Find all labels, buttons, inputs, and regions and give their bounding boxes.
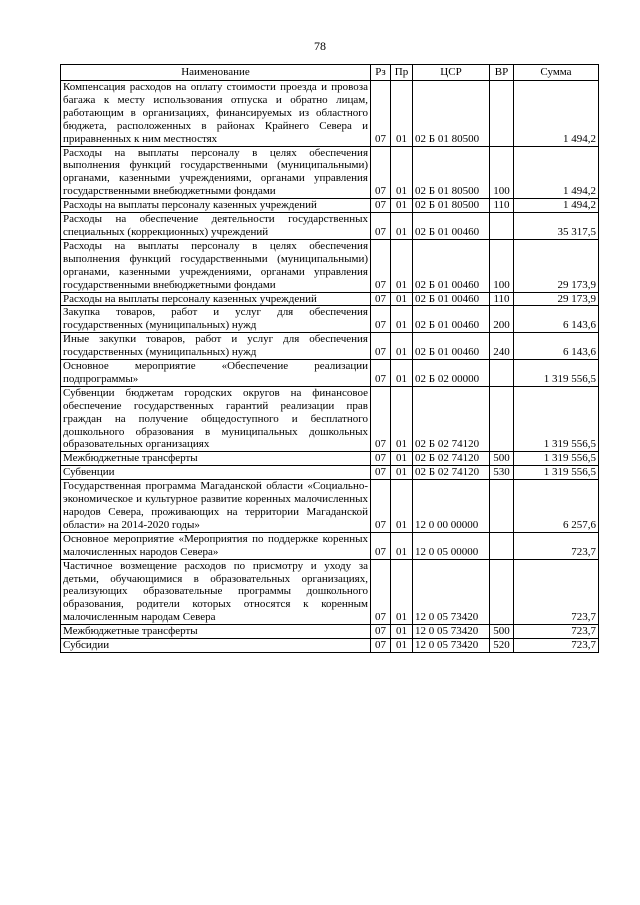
row-sum: 1 319 556,5 bbox=[514, 360, 599, 387]
row-csr: 02 Б 02 00000 bbox=[413, 360, 490, 387]
row-vr: 100 bbox=[490, 146, 514, 199]
row-vr: 500 bbox=[490, 452, 514, 466]
row-name: Компенсация расходов на оплату стоимости проезда и провоза багажа к месту использования отпуска и обратно лицам, работающим в организациях, финансируемых из областного бюджета, расположенных в районах Крайнего Севера и приравненных к ним местностях bbox=[61, 81, 371, 147]
row-vr: 240 bbox=[490, 333, 514, 360]
row-rz: 07 bbox=[371, 306, 391, 333]
row-sum: 6 143,6 bbox=[514, 333, 599, 360]
row-sum: 1 319 556,5 bbox=[514, 466, 599, 480]
row-csr: 02 Б 01 00460 bbox=[413, 239, 490, 292]
row-rz: 07 bbox=[371, 625, 391, 639]
row-sum: 1 319 556,5 bbox=[514, 452, 599, 466]
table-row bbox=[61, 452, 599, 466]
row-name: Субвенции bbox=[61, 466, 371, 480]
table-row bbox=[61, 559, 599, 625]
row-pr: 01 bbox=[391, 625, 413, 639]
row-name: Государственная программа Магаданской области «Социально-экономическое и культурное развитие коренных малочисленных народов Севера, проживающих на территории Магаданской области» на 2014-2020 годы» bbox=[61, 480, 371, 533]
row-pr: 01 bbox=[391, 292, 413, 306]
header-sum: Сумма bbox=[514, 65, 599, 81]
row-rz: 07 bbox=[371, 81, 391, 147]
table-row bbox=[61, 81, 599, 147]
row-name: Субсидии bbox=[61, 639, 371, 653]
row-pr: 01 bbox=[391, 306, 413, 333]
row-rz: 07 bbox=[371, 333, 391, 360]
row-csr: 12 0 05 73420 bbox=[413, 639, 490, 653]
row-name: Расходы на выплаты персоналу в целях обеспечения выполнения функций государственными (муниципальными) органами, казенными учреждениями, органами управления государственными внебюджетными фондами bbox=[61, 146, 371, 199]
row-sum: 1 319 556,5 bbox=[514, 386, 599, 452]
row-vr bbox=[490, 81, 514, 147]
table-row bbox=[61, 625, 599, 639]
table-row bbox=[61, 199, 599, 213]
row-pr: 01 bbox=[391, 639, 413, 653]
row-name: Основное мероприятие «Мероприятия по поддержке коренных малочисленных народов Севера» bbox=[61, 532, 371, 559]
row-vr bbox=[490, 386, 514, 452]
row-rz: 07 bbox=[371, 239, 391, 292]
row-pr: 01 bbox=[391, 466, 413, 480]
row-pr: 01 bbox=[391, 199, 413, 213]
row-pr: 01 bbox=[391, 559, 413, 625]
row-rz: 07 bbox=[371, 532, 391, 559]
table-row bbox=[61, 333, 599, 360]
row-rz: 07 bbox=[371, 466, 391, 480]
row-csr: 12 0 05 73420 bbox=[413, 559, 490, 625]
table-row bbox=[61, 306, 599, 333]
row-sum: 723,7 bbox=[514, 532, 599, 559]
row-rz: 07 bbox=[371, 360, 391, 387]
row-vr: 100 bbox=[490, 239, 514, 292]
row-name: Расходы на выплаты персоналу в целях обеспечения выполнения функций государственными (муниципальными) органами, казенными учреждениями, органами управления государственными внебюджетными фондами bbox=[61, 239, 371, 292]
row-rz: 07 bbox=[371, 480, 391, 533]
row-vr bbox=[490, 480, 514, 533]
row-pr: 01 bbox=[391, 452, 413, 466]
row-name: Межбюджетные трансферты bbox=[61, 452, 371, 466]
table-row bbox=[61, 639, 599, 653]
row-vr bbox=[490, 559, 514, 625]
row-csr: 02 Б 01 80500 bbox=[413, 199, 490, 213]
row-sum: 1 494,2 bbox=[514, 81, 599, 147]
row-csr: 12 0 05 73420 bbox=[413, 625, 490, 639]
row-pr: 01 bbox=[391, 360, 413, 387]
row-name: Расходы на выплаты персоналу казенных учреждений bbox=[61, 292, 371, 306]
row-sum: 35 317,5 bbox=[514, 213, 599, 240]
row-vr bbox=[490, 213, 514, 240]
table-row bbox=[61, 480, 599, 533]
row-vr bbox=[490, 360, 514, 387]
table-row bbox=[61, 360, 599, 387]
table-row bbox=[61, 146, 599, 199]
row-name: Субвенции бюджетам городских округов на финансовое обеспечение государственных гарантий реализации прав граждан на получение общедоступного и бесплатного дошкольного образования в муниципальных дошкольных образовательных организациях bbox=[61, 386, 371, 452]
row-pr: 01 bbox=[391, 146, 413, 199]
row-pr: 01 bbox=[391, 213, 413, 240]
table-header-row bbox=[61, 65, 599, 81]
row-sum: 1 494,2 bbox=[514, 199, 599, 213]
row-sum: 723,7 bbox=[514, 559, 599, 625]
row-vr: 500 bbox=[490, 625, 514, 639]
row-csr: 02 Б 01 80500 bbox=[413, 146, 490, 199]
row-name: Иные закупки товаров, работ и услуг для обеспечения государственных (муниципальных) нужд bbox=[61, 333, 371, 360]
row-sum: 29 173,9 bbox=[514, 292, 599, 306]
row-pr: 01 bbox=[391, 333, 413, 360]
table-row bbox=[61, 466, 599, 480]
row-rz: 07 bbox=[371, 559, 391, 625]
row-sum: 6 143,6 bbox=[514, 306, 599, 333]
table-row bbox=[61, 292, 599, 306]
row-name: Межбюджетные трансферты bbox=[61, 625, 371, 639]
row-vr bbox=[490, 532, 514, 559]
row-csr: 12 0 05 00000 bbox=[413, 532, 490, 559]
header-pr: Пр bbox=[391, 65, 413, 81]
budget-table bbox=[60, 64, 599, 653]
row-rz: 07 bbox=[371, 199, 391, 213]
row-name: Закупка товаров, работ и услуг для обеспечения государственных (муниципальных) нужд bbox=[61, 306, 371, 333]
row-pr: 01 bbox=[391, 239, 413, 292]
table-row bbox=[61, 386, 599, 452]
row-pr: 01 bbox=[391, 480, 413, 533]
row-pr: 01 bbox=[391, 386, 413, 452]
header-name: Наименование bbox=[61, 65, 371, 81]
row-csr: 02 Б 02 74120 bbox=[413, 386, 490, 452]
row-vr: 200 bbox=[490, 306, 514, 333]
row-sum: 723,7 bbox=[514, 639, 599, 653]
header-rz: Рз bbox=[371, 65, 391, 81]
row-pr: 01 bbox=[391, 81, 413, 147]
row-vr: 110 bbox=[490, 199, 514, 213]
row-rz: 07 bbox=[371, 213, 391, 240]
row-name: Частичное возмещение расходов по присмотру и уходу за детьми, обучающимися в образовательных организациях, реализующих образовательные программы дошкольного образования, родители которых относятся к коренным малочисленным народам Севера bbox=[61, 559, 371, 625]
row-csr: 12 0 00 00000 bbox=[413, 480, 490, 533]
page-number: 78 bbox=[314, 39, 326, 53]
row-csr: 02 Б 01 00460 bbox=[413, 333, 490, 360]
table-row bbox=[61, 213, 599, 240]
row-csr: 02 Б 01 00460 bbox=[413, 292, 490, 306]
row-sum: 29 173,9 bbox=[514, 239, 599, 292]
row-csr: 02 Б 01 00460 bbox=[413, 306, 490, 333]
row-name: Основное мероприятие «Обеспечение реализации подпрограммы» bbox=[61, 360, 371, 387]
row-csr: 02 Б 01 00460 bbox=[413, 213, 490, 240]
row-sum: 6 257,6 bbox=[514, 480, 599, 533]
header-csr: ЦСР bbox=[413, 65, 490, 81]
row-pr: 01 bbox=[391, 532, 413, 559]
row-name: Расходы на обеспечение деятельности государственных специальных (коррекционных) учреждений bbox=[61, 213, 371, 240]
row-rz: 07 bbox=[371, 639, 391, 653]
table-row bbox=[61, 239, 599, 292]
row-csr: 02 Б 02 74120 bbox=[413, 466, 490, 480]
row-vr: 530 bbox=[490, 466, 514, 480]
row-name: Расходы на выплаты персоналу казенных учреждений bbox=[61, 199, 371, 213]
row-sum: 1 494,2 bbox=[514, 146, 599, 199]
row-rz: 07 bbox=[371, 292, 391, 306]
table-row bbox=[61, 532, 599, 559]
row-rz: 07 bbox=[371, 386, 391, 452]
row-csr: 02 Б 01 80500 bbox=[413, 81, 490, 147]
row-csr: 02 Б 02 74120 bbox=[413, 452, 490, 466]
row-vr: 520 bbox=[490, 639, 514, 653]
row-sum: 723,7 bbox=[514, 625, 599, 639]
header-vr: ВР bbox=[490, 65, 514, 81]
row-rz: 07 bbox=[371, 452, 391, 466]
row-vr: 110 bbox=[490, 292, 514, 306]
row-rz: 07 bbox=[371, 146, 391, 199]
